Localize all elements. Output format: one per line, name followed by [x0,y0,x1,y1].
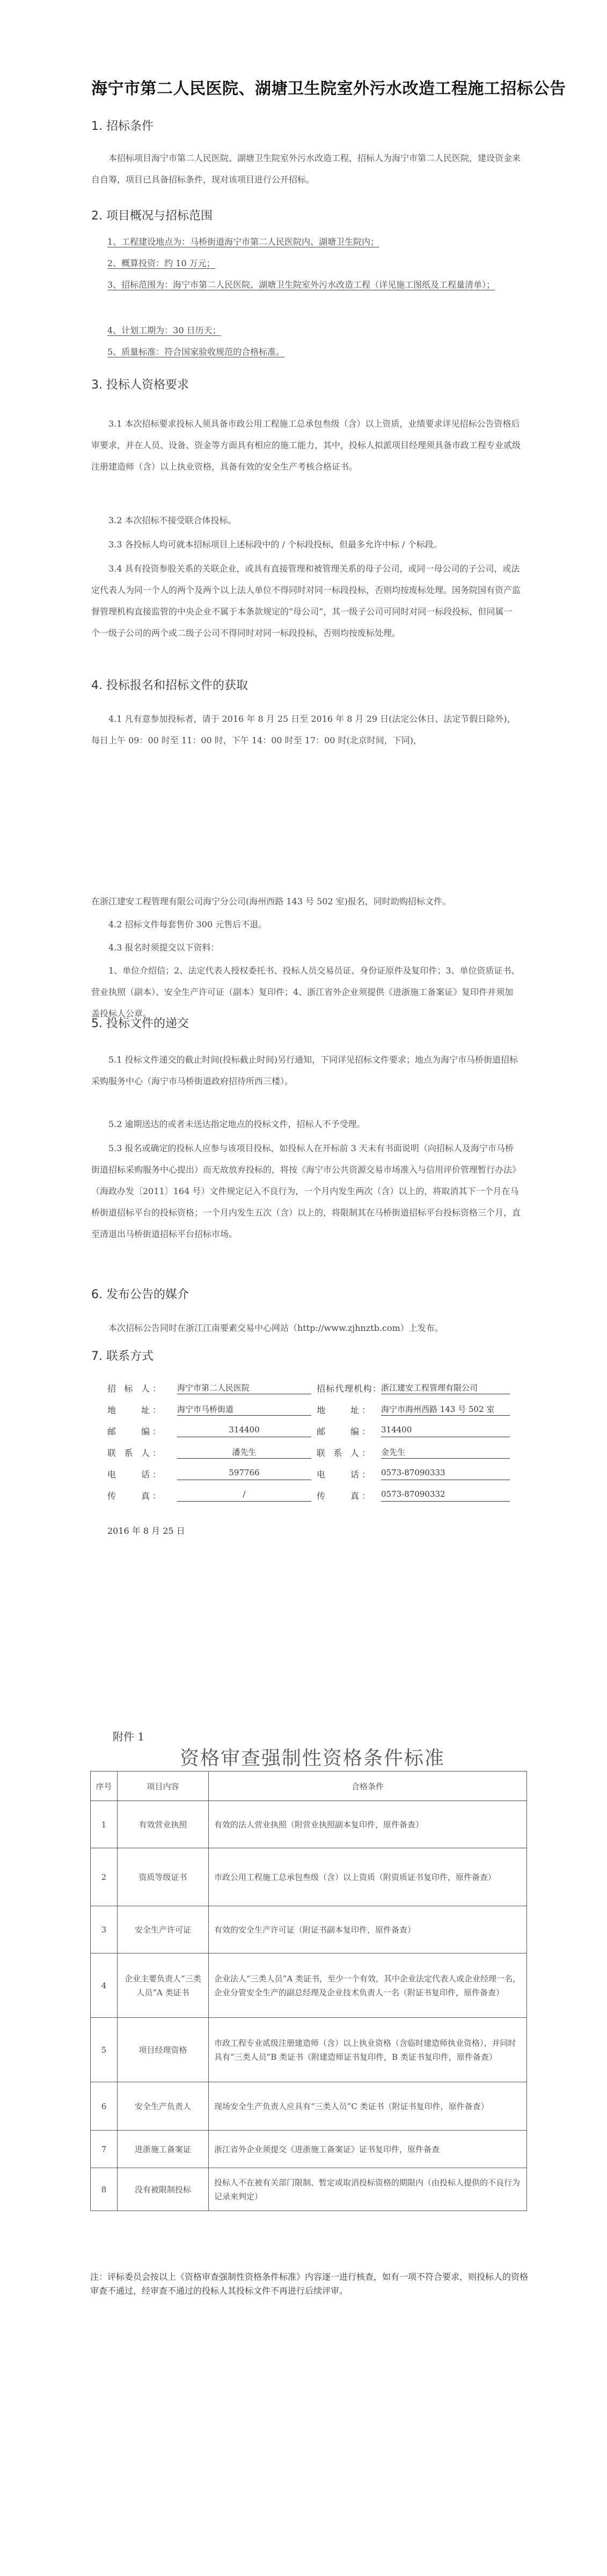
section-4-paragraph-3: 4.2 招标文件每套售价 300 元售后不退。 [108,919,267,930]
section-4-paragraph-5: 1、单位介绍信；2、法定代表人授权委托书、投标人员交易员证、身份证原件及复印件；3、单位资质证书、营业执照（副本）、安全生产许可证（副本）复印件；4、浙江省外企业须提供《进浙施工备案证》复印件并须加盖投标人公章。 [91,965,520,1019]
section-heading-5: 5. 投标文件的递交 [91,1017,189,1030]
row-condition: 投标人不在被有关部门限制、暂定或取消投标资格的期限内（由投标人提供的不良行为记录来判定） [209,2168,527,2211]
row-number: 8 [91,2168,118,2211]
annex-note: 注：评标委员会按以上《资格审查强制性资格条件标准》内容逐一进行核查，如有一项不符合要求，则投标人的资格审查不通过，经审查不通过的投标人其投标文件不再进行后续评审。 [90,2272,529,2296]
table-header-row [91,1772,527,1801]
section-1-paragraph: 本招标项目海宁市第二人民医院、湖塘卫生院室外污水改造工程，招标人为海宁市第二人民医院，建设资金来自自筹，项目已具备招标条件，现对该项目进行公开招标。 [91,153,521,185]
contact-row: 邮 编： 314400 [107,1425,161,1437]
notice-date: 2016 年 8 月 25 日 [107,1526,185,1536]
table-row [91,1953,527,2018]
row-item: 资质等级证书 [118,1848,209,1906]
row-item: 没有被限制投标 [118,2168,209,2211]
table-row [91,2168,527,2211]
section-5-paragraph-1: 5.1 投标文件递交的截止时间(投标截止时间)另行通知，下同详见招标文件要求；地点为海宁市马桥街道招标采购服务中心（海宁市马桥街道政府招待所西三楼）。 [91,1055,518,1086]
row-number: 4 [91,1953,118,2018]
section-heading-7: 7. 联系方式 [91,1350,153,1363]
row-item: 企业主要负责人“三类人员”A 类证书 [118,1953,209,2018]
contact-row: 传 真： 0573-87090332 [317,1489,370,1502]
section-heading-1: 1. 招标条件 [91,120,153,133]
table-header: 合格条件 [209,1772,527,1801]
row-item: 项目经理资格 [118,2018,209,2082]
section-4-paragraph-2: 在浙江建安工程管理有限公司海宁分公司(海州西路 143 号 502 室)报名，同时助购招标文件。 [91,896,451,906]
table-row [91,2082,527,2131]
scope-item: 1、工程建设地点为：马桥街道海宁市第二人民医院内、湖塘卫生院内； [107,237,379,247]
scope-item: 2、概算投资：约 10 万元； [107,258,215,268]
contact-row: 电 话： 597766 [107,1468,161,1480]
row-condition: 有效的安全生产许可证（附证书副本复印件，原件备查） [209,1906,527,1953]
section-3-paragraph-3: 3.3 各投标人均可就本招标项目上述标段中的 / 个标段投标，但最多允许中标 / 个标段。 [108,539,442,550]
table-row [91,1801,527,1848]
row-condition: 市政工程专业贰级注册建造师（含）以上执业资格（含临时建造师执业资格），并同时具有“三类人员”B 类证书（附建造师证书复印件，B 类证书复印件，原件备查） [209,2018,527,2082]
section-3-paragraph-1: 3.1 本次招标要求投标人须具备市政公用工程施工总承包叁级（含）以上资质，业绩要求详见招标公告资格后审要求，并在人员、设备、资金等方面具有相应的施工能力，其中，投标人拟派项目经理须具备市政工程专业贰级注册建造师（含）以上执业资格，具备有效的安全生产考核合格证书。 [91,419,521,472]
section-heading-6: 6. 发布公告的媒介 [91,1288,189,1301]
contact-row: 地 址： 海宁市马桥街道 [107,1403,161,1416]
section-heading-4: 4. 投标报名和招标文件的获取 [91,679,248,692]
row-number: 1 [91,1801,118,1848]
row-number: 6 [91,2082,118,2131]
row-item: 有效营业执照 [118,1801,209,1848]
table-row [91,1906,527,1953]
row-condition: 市政公用工程施工总承包叁级（含）以上资质（附资质证书复印件，原件备查） [209,1848,527,1906]
section-heading-2: 2. 项目概况与招标范围 [91,209,213,223]
table-header: 项目内容 [118,1772,209,1801]
row-number: 3 [91,1906,118,1953]
row-number: 7 [91,2131,118,2168]
section-heading-3: 3. 投标人资格要求 [91,378,189,392]
table-row [91,1848,527,1906]
annex-label: 附件 1 [113,1730,145,1743]
contact-row: 联 系 人： 金先生 [317,1446,370,1459]
contact-row: 地 址： 海宁市海州西路 143 号 502 室 [317,1403,370,1416]
row-item: 安全生产许可证 [118,1906,209,1953]
scope-item: 3、招标范围为：海宁市第二人民医院、湖塘卫生院室外污水改造工程（详见施工图纸及工程量清单）； [107,280,495,290]
section-4-paragraph-1: 4.1 凡有意参加投标者，请于 2016 年 8 月 25 日至 2016 年 8 月 29 日(法定公休日、法定节假日除外)，每日上午 09：00 时至 11：00 时，下午 14：00 时至 17：00 时(北京时间，下同)， [91,714,516,745]
contact-row: 电 话： 0573-87090333 [317,1468,370,1480]
row-number: 2 [91,1848,118,1906]
section-3-paragraph-4: 3.4 具有投资参股关系的关联企业，或具有直接管理和被管理关系的母子公司，或同一母公司的子公司，或法定代表人为同一个人的两个及两个以上法人单位不得同时对同一标段投标，否则均按废标处理。国务院国有资产监督管理机构直接监管的中央企业不属于本条款规定的“母公司”，其一级子公司可同时对同一标段投标，但同属一个一级子公司的两个或二级子公司不得同时对同一标段投标，否则均按废标处理。 [91,564,521,638]
table-row [91,2131,527,2168]
section-4-paragraph-4: 4.3 报名时须提交以下资料： [108,942,220,953]
row-item: 进浙施工备案证 [118,2131,209,2168]
contact-row: 邮 编： 314400 [317,1425,370,1437]
annex-title: 资格审查强制性资格条件标准 [180,1747,445,1769]
row-condition: 浙江省外企业须提交《进浙施工备案证》证书复印件，原件备查 [209,2131,527,2168]
row-number: 5 [91,2018,118,2082]
row-condition: 现场安全生产负责人应具有“三类人员”C 类证书（附证书复印件，原件备查） [209,2082,527,2131]
table-header: 序号 [91,1772,118,1801]
requirements-table [90,1771,527,2211]
contact-row: 联 系 人： 潘先生 [107,1446,161,1459]
contact-row: 传 真： / [107,1489,161,1502]
row-condition: 有效的法人营业执照（附营业执照副本复印件，原件备查） [209,1801,527,1848]
section-5-paragraph-3: 5.3 报名或确定的投标人应参与该项目投标，如投标人在开标前 3 天未有书面说明（向招标人及海宁市马桥街道招标采购服务中心提出）而无故放弃投标的，将按《海宁市公共资源交易市场准入与信用评价管理暂行办法》（海政办发〔2011〕164 号）文件规定记入不良行为，一个月内发生两次（含）以上的，将取消其下一个月在马桥街道招标平台的投标资格；一个月内发生五次（含）以上的，将限制其在马桥街道招标平台投标资格三个月，直至清退出马桥街道招标平台招标市场。 [91,1143,521,1239]
scope-item: 5、质量标准：符合国家验收规范的合格标准。 [107,347,285,357]
table-row [91,2018,527,2082]
scope-item: 4、计划工期为：30 日历天； [107,325,221,335]
section-6-paragraph: 本次招标公告同时在浙江江南要素交易中心网站（http://www.zjhnztb.com）上发布。 [108,1323,443,1333]
page-title: 海宁市第二人民医院、湖塘卫生院室外污水改造工程施工招标公告 [91,79,566,98]
contact-row: 招 标 人： 海宁市第二人民医院 [107,1382,161,1394]
row-condition: 企业法人“三类人员”A 类证书，至少一个有效，其中企业法定代表人或企业经理一名，企业分管安全生产的副总经理及企业技术负责人一名（附证书复印件，原件备查） [209,1953,527,2018]
section-5-paragraph-2: 5.2 逾期送达的或者未送达指定地点的投标文件，招标人不予受理。 [108,1119,365,1129]
section-3-paragraph-2: 3.2 本次招标不接受联合体投标。 [108,515,237,525]
row-item: 安全生产负责人 [118,2082,209,2131]
contact-row: 招标代理机构： 浙江建安工程管理有限公司 [317,1382,381,1394]
